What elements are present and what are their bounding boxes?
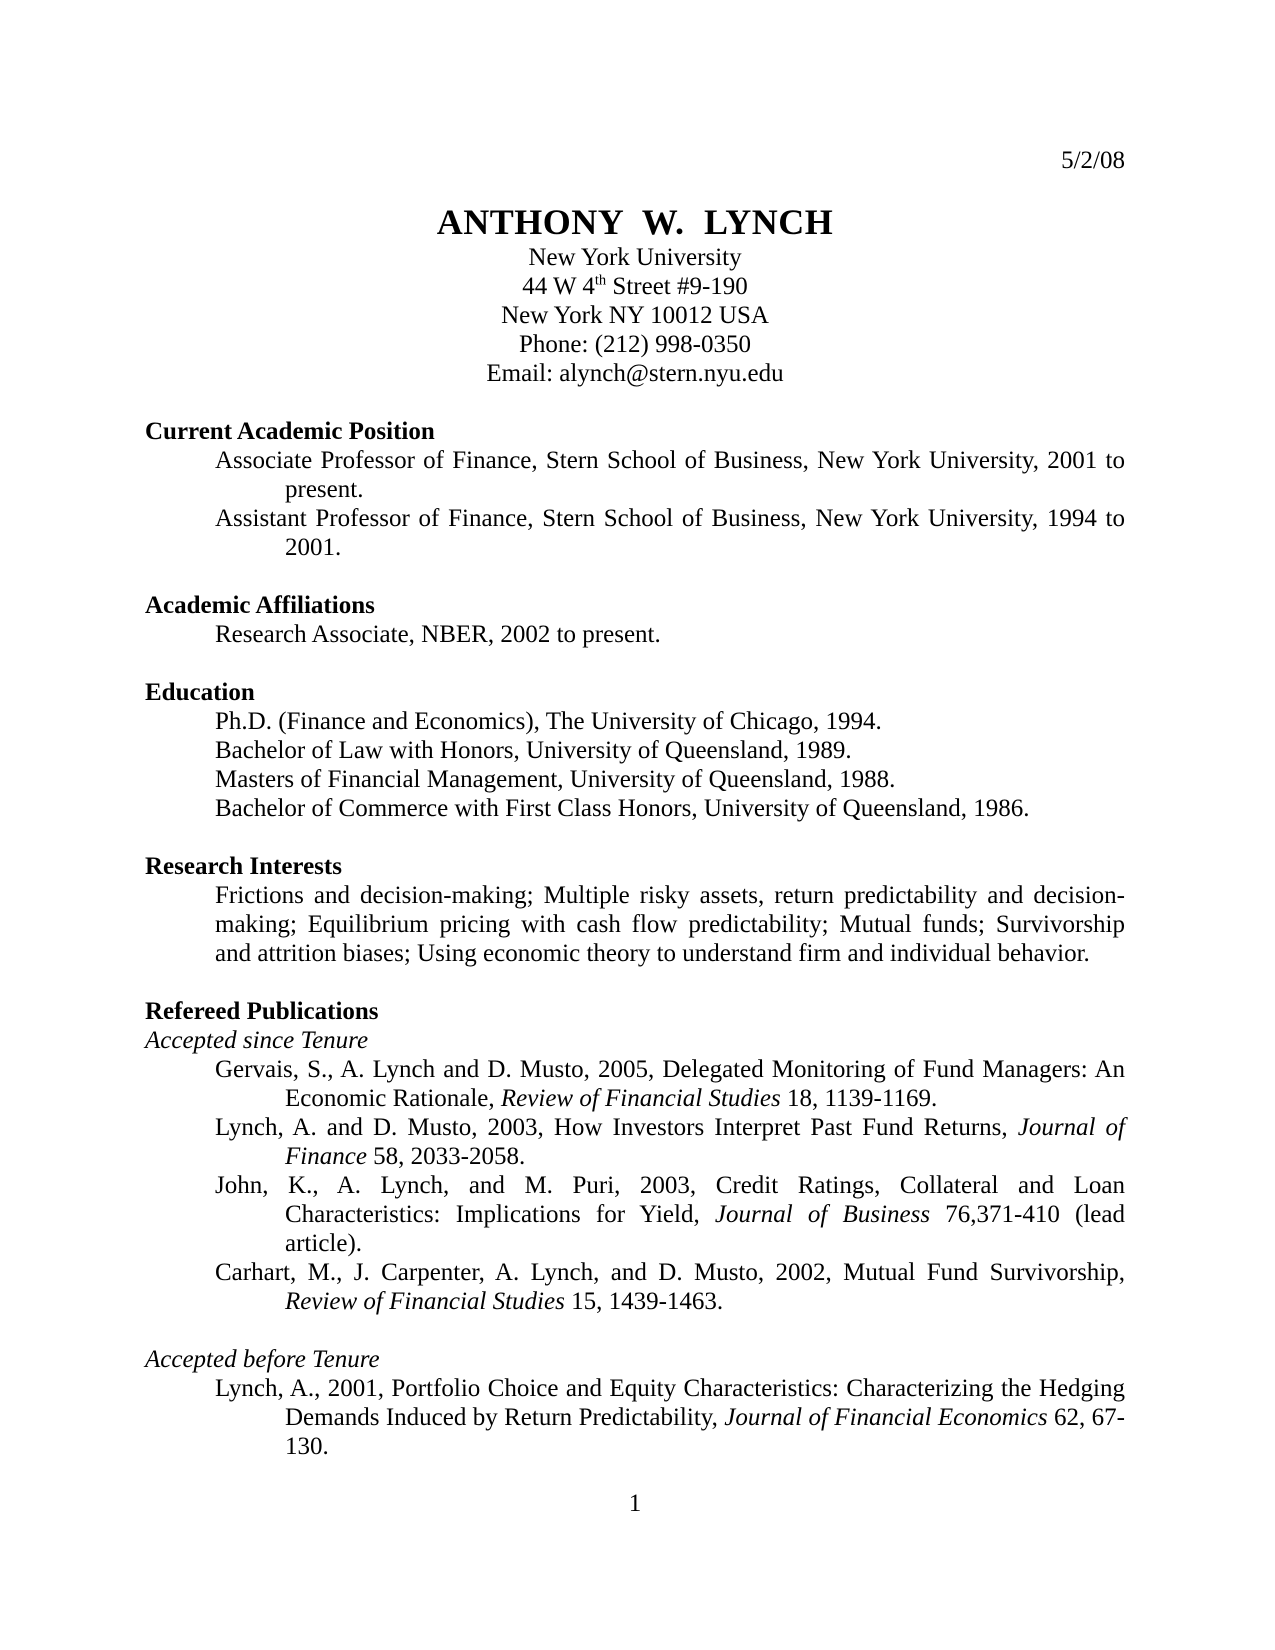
publication-item bbox=[215, 1113, 1126, 1171]
subheading-accepted-since-tenure: Accepted since Tenure bbox=[145, 1027, 369, 1054]
education-item: Masters of Financial Management, University of Queensland, 1988. bbox=[215, 766, 896, 793]
journal-name: Journal of Financial Economics bbox=[724, 1404, 1048, 1431]
journal-name: Review of Financial Studies bbox=[285, 1288, 565, 1315]
subheading-accepted-before-tenure: Accepted before Tenure bbox=[145, 1346, 380, 1373]
position-item: Assistant Professor of Finance, Stern School of Business, New York University, 1994 to 2001. bbox=[215, 505, 1125, 561]
publication-item bbox=[215, 1171, 1125, 1258]
publication-item bbox=[215, 1258, 1125, 1316]
street-address-line bbox=[145, 272, 1125, 301]
section-heading-publications: Refereed Publications bbox=[145, 998, 379, 1025]
document-date: 5/2/08 bbox=[1061, 147, 1125, 174]
page-number: 1 bbox=[628, 1490, 642, 1517]
publication-text: Lynch, A., 2001, Portfolio Choice and Equity Characteristics: Characterizing the Hedging Demands Induced by Return Predictability, bbox=[215, 1375, 1125, 1431]
person-name: ANTHONY W. LYNCH bbox=[436, 202, 834, 242]
education-item: Bachelor of Commerce with First Class Honors, University of Queensland, 1986. bbox=[215, 795, 1030, 822]
section-research-interests bbox=[145, 852, 1125, 968]
affiliation-item: Research Associate, NBER, 2002 to present. bbox=[215, 621, 661, 648]
publication-item bbox=[215, 1055, 1125, 1113]
education-item: Ph.D. (Finance and Economics), The University of Chicago, 1994. bbox=[215, 708, 882, 735]
section-heading-affiliations: Academic Affiliations bbox=[145, 592, 375, 619]
section-refereed-publications bbox=[145, 997, 1125, 1461]
publication-citation: 58, 2033-2058. bbox=[366, 1143, 526, 1170]
position-item: Associate Professor of Finance, Stern School of Business, New York University, 2001 to present. bbox=[215, 447, 1125, 503]
phone-line: Phone: (212) 998-0350 bbox=[519, 331, 751, 358]
publication-item bbox=[215, 1374, 1125, 1461]
publication-citation: 76,371-410 (lead article). bbox=[285, 1201, 1125, 1257]
publication-text: John, K., A. Lynch, and M. Puri, 2003, Credit Ratings, Collateral and Loan Characteristics: Implications for Yield, bbox=[215, 1172, 1125, 1228]
publication-citation: 62, 67-130. bbox=[285, 1404, 1125, 1460]
section-education bbox=[145, 678, 1125, 823]
street-ordinal-suffix: th bbox=[594, 272, 607, 289]
publication-text: Gervais, S., A. Lynch and D. Musto, 2005, Delegated Monitoring of Fund Managers: An Economic Rationale, bbox=[215, 1056, 1125, 1112]
education-item: Bachelor of Law with Honors, University of Queensland, 1989. bbox=[215, 737, 852, 764]
journal-name: Journal of Finance bbox=[285, 1114, 1126, 1170]
affiliation-line: New York University bbox=[528, 244, 742, 271]
journal-name: Review of Financial Studies bbox=[500, 1085, 781, 1112]
section-heading-education: Education bbox=[145, 679, 255, 706]
publication-text: Lynch, A. and D. Musto, 2003, How Investors Interpret Past Fund Returns, bbox=[215, 1114, 1018, 1141]
publication-citation: 15, 1439-1463. bbox=[564, 1288, 724, 1315]
street-address-pre: 44 W 4 bbox=[522, 273, 595, 300]
section-heading-current-position: Current Academic Position bbox=[145, 418, 435, 445]
journal-name: Journal of Business bbox=[714, 1201, 931, 1228]
section-academic-affiliations bbox=[145, 591, 1125, 649]
email-line: Email: alynch@stern.nyu.edu bbox=[486, 360, 784, 387]
section-heading-research-interests: Research Interests bbox=[145, 853, 342, 880]
section-current-academic-position bbox=[145, 417, 1125, 562]
cv-header bbox=[145, 201, 1125, 388]
publication-citation: 18, 1139-1169. bbox=[780, 1085, 938, 1112]
street-address-post: Street #9-190 bbox=[606, 273, 748, 300]
research-interests-text: Frictions and decision-making; Multiple risky assets, return predictability and decision-making; Equilibrium pricing with cash flow predictability; Mutual funds; Survivorship and attrition biases; Using economic theory to understand firm and individual behavior. bbox=[215, 882, 1125, 967]
city-line: New York NY 10012 USA bbox=[501, 302, 769, 329]
publication-text: Carhart, M., J. Carpenter, A. Lynch, and D. Musto, 2002, Mutual Fund Survivorship, bbox=[215, 1259, 1125, 1286]
